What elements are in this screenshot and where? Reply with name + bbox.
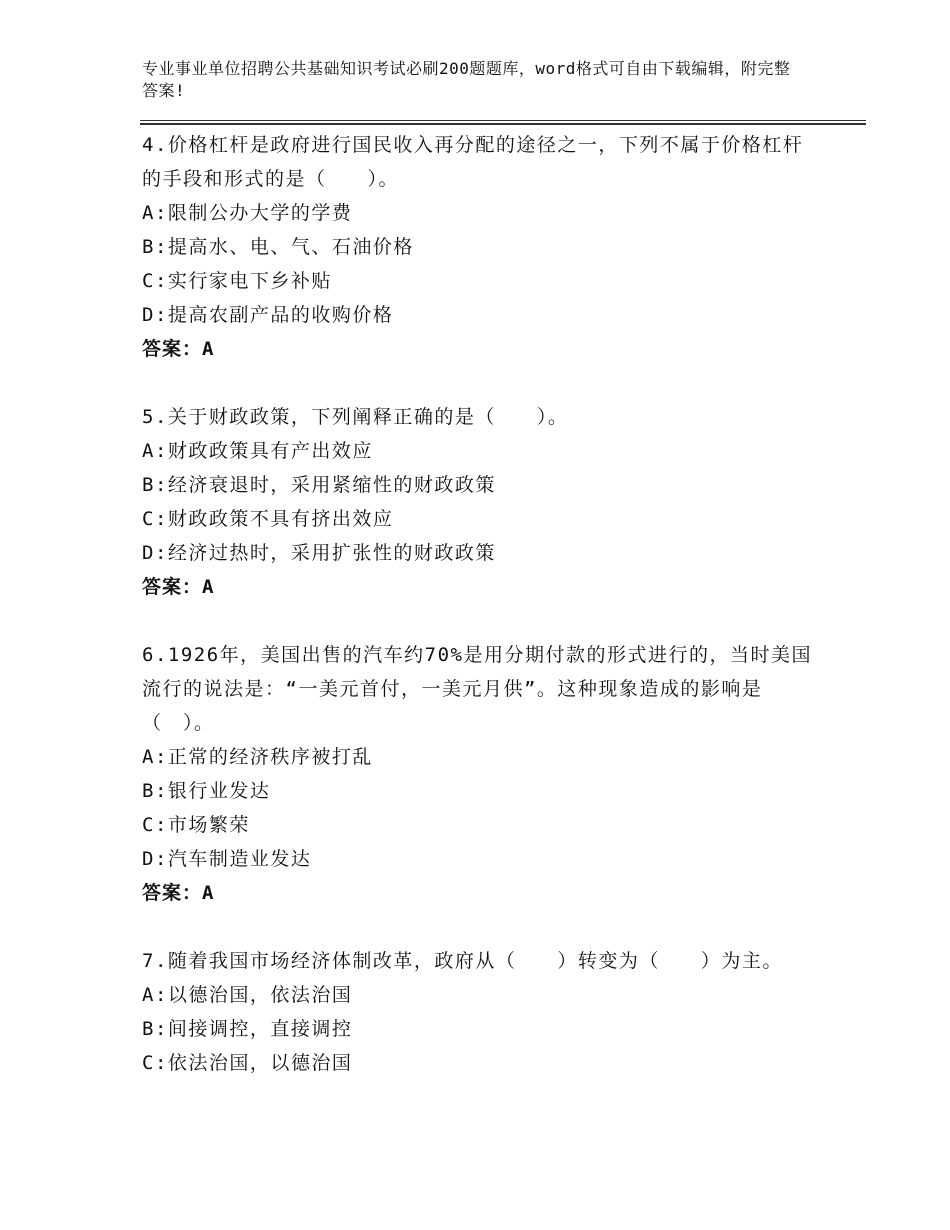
option-a: A:正常的经济秩序被打乱 (142, 746, 373, 768)
answer-line: 答案：A (142, 882, 215, 904)
header-divider-thin (140, 120, 866, 121)
option-a: A:财政政策具有产出效应 (142, 440, 373, 462)
option-b: B:间接调控，直接调控 (142, 1018, 353, 1040)
question-6 (142, 638, 812, 910)
question-stem: 5.关于财政政策，下列阐释正确的是（ ）。 (142, 406, 569, 428)
question-7 (142, 944, 812, 1080)
question-5 (142, 400, 812, 604)
option-c: C:实行家电下乡补贴 (142, 270, 332, 292)
answer-line: 答案：A (142, 576, 215, 598)
option-d: D:经济过热时，采用扩张性的财政政策 (142, 542, 496, 564)
option-c: C:依法治国，以德治国 (142, 1052, 353, 1074)
option-a: A:以德治国，依法治国 (142, 984, 353, 1006)
question-stem: 7.随着我国市场经济体制改革，政府从（ ）转变为（ ）为主。 (142, 950, 783, 972)
document-header: 专业事业单位招聘公共基础知识考试必刷200题题库，word格式可自由下载编辑，附完整答案! (142, 59, 791, 100)
option-a: A:限制公办大学的学费 (142, 202, 353, 224)
option-b: B:银行业发达 (142, 780, 271, 802)
answer-line: 答案：A (142, 338, 215, 360)
option-b: B:经济衰退时，采用紧缩性的财政政策 (142, 474, 496, 496)
option-d: D:提高农副产品的收购价格 (142, 304, 394, 326)
option-b: B:提高水、电、气、石油价格 (142, 236, 414, 258)
question-4 (142, 128, 812, 366)
question-list (142, 128, 812, 1114)
question-stem: 4.价格杠杆是政府进行国民收入再分配的途径之一，下列不属于价格杠杆的手段和形式的是（ ）。 (142, 134, 804, 190)
option-c: C:市场繁荣 (142, 814, 250, 836)
header-divider-thick (140, 123, 866, 125)
question-stem: 6.1926年，美国出售的汽车约70%是用分期付款的形式进行的，当时美国流行的说法是：“一美元首付，一美元月供”。这种现象造成的影响是（ ）。 (142, 644, 812, 734)
option-d: D:汽车制造业发达 (142, 848, 312, 870)
option-c: C:财政政策不具有挤出效应 (142, 508, 394, 530)
